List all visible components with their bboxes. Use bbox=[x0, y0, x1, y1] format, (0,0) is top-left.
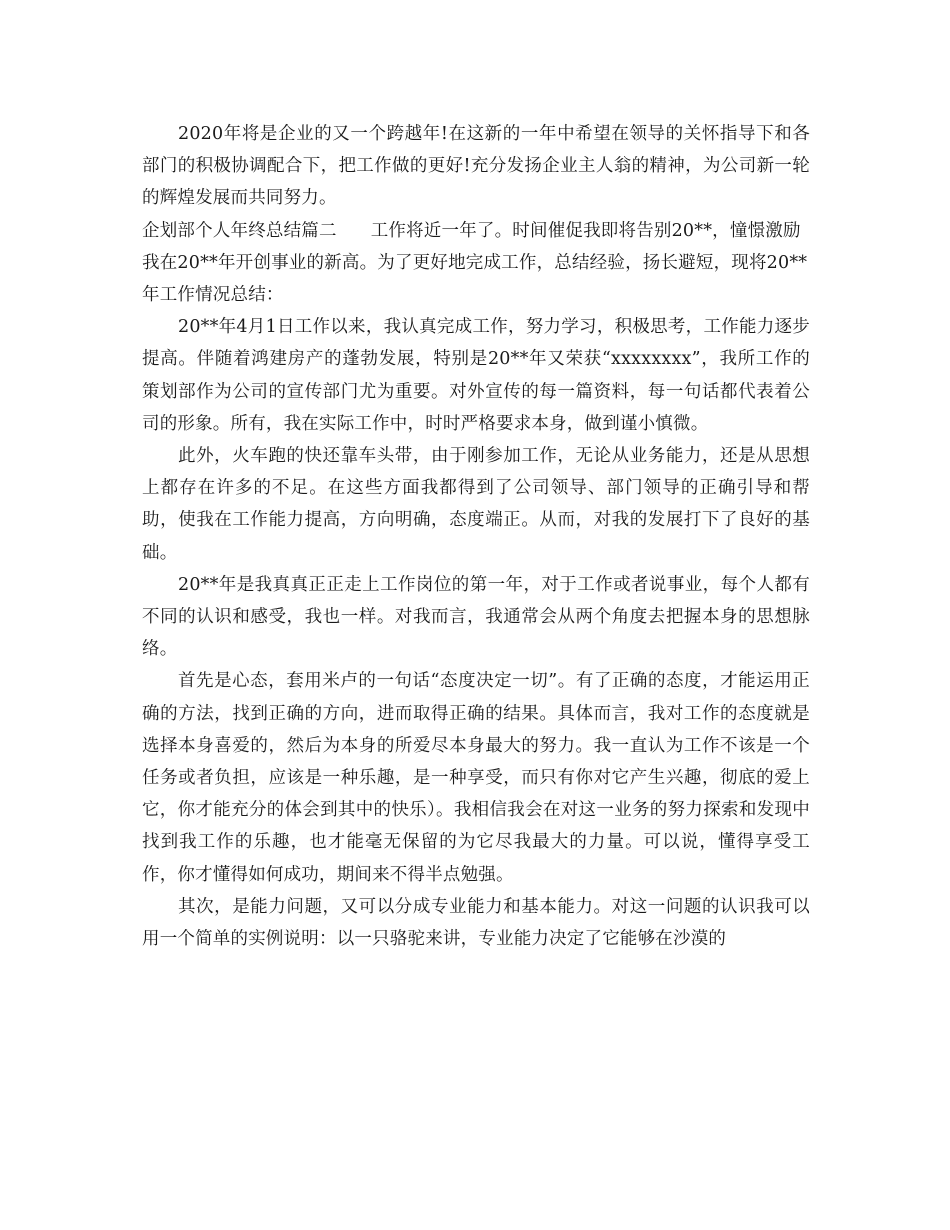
section-title: 企划部个人年终总结篇二 bbox=[142, 220, 337, 241]
body-paragraph-4: 首先是心态，套用米卢的一句话“态度决定一切”。有了正确的态度，才能运用正确的方法，找到正确的方向，进而取得正确的结果。具体而言，我对工作的态度就是选择本身喜爱的，然后为本身的所爱尽本身最大的努力。我一直认为工作不该是一个任务或者负担，应该是一种乐趣，是一种享受，而只有你对它产生兴趣，彻底的爱上它，你才能充分的体会到其中的快乐）。我相信我会在对这一业务的努力探索和发现中找到我工作的乐趣，也才能毫无保留的为它尽我最大的力量。可以说，懂得享受工作，你才懂得如何成功，期间来不得半点勉强。 bbox=[142, 671, 810, 885]
intro-paragraph: 2020年将是企业的又一个跨越年!在这新的一年中希望在领导的关怀指导下和各部门的积极协调配合下，把工作做的更好!充分发扬企业主人翁的精神，为公司新一轮的辉煌发展而共同努力。 bbox=[142, 124, 810, 209]
section-lead-text: 工作将近一年了。时间催促我即将告别20**，憧憬激励我在20**年开创事业的新高。为了更好地完成工作，总结经验，扬长避短，现将20**年工作情况总结： bbox=[142, 220, 808, 306]
body-paragraph-2: 此外，火车跑的快还靠车头带，由于刚参加工作，无论从业务能力，还是从思想上都存在许多的不足。在这些方面我都得到了公司领导、部门领导的正确引导和帮助，使我在工作能力提高，方向明确，态度端正。从而，对我的发展打下了良好的基础。 bbox=[142, 446, 810, 563]
body-paragraph-3: 20**年是我真真正正走上工作岗位的第一年，对于工作或者说事业，每个人都有不同的认识和感受，我也一样。对我而言，我通常会从两个角度去把握本身的思想脉络。 bbox=[142, 574, 810, 660]
section-heading-line bbox=[142, 215, 810, 312]
document-page bbox=[142, 118, 810, 955]
body-paragraph-1: 20**年4月1日工作以来，我认真完成工作，努力学习，积极思考，工作能力逐步提高。伴随着鸿建房产的蓬勃发展，特别是20**年又荣获“xxxxxxxx”，我所工作的策划部作为公司的宣传部门尤为重要。对外宣传的每一篇资料，每一句话都代表着公司的形象。所有，我在实际工作中，时时严格要求本身，做到谨小慎微。 bbox=[142, 317, 810, 434]
body-paragraph-5: 其次，是能力问题，又可以分成专业能力和基本能力。对这一问题的认识我可以用一个简单的实例说明：以一只骆驼来讲，专业能力决定了它能够在沙漠的 bbox=[142, 896, 810, 950]
